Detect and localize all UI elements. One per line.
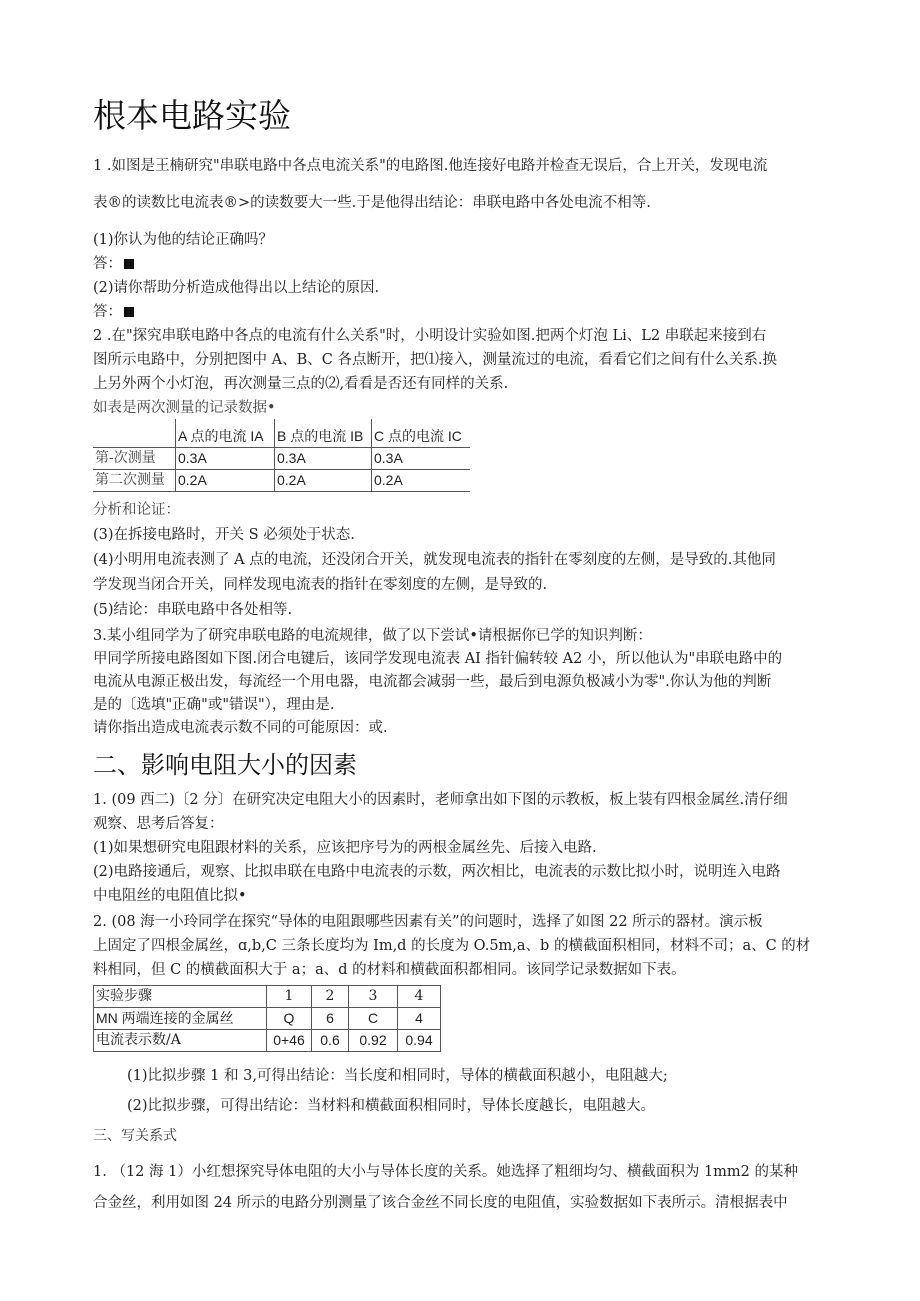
page-title: 根本电路实验 bbox=[93, 96, 291, 135]
w1-line-2: 合金丝，利用如图 24 所示的电路分别测量了该合金丝不同长度的电阻值，实验数据如下表所示。清根据表中 bbox=[93, 1195, 788, 1211]
resistance-table bbox=[93, 985, 441, 1052]
table-cell: 0.3A bbox=[275, 448, 372, 470]
w1-line-1: 1. （12 海 1）小红想探究导体电阻的大小与导体长度的关系。她选择了粗细均匀、横截面积为 1mm2 的某种 bbox=[93, 1164, 799, 1180]
table-cell: 0.2A bbox=[176, 470, 275, 492]
table-cell: Q bbox=[267, 1008, 312, 1030]
section-heading-relation: 三、写关系式 bbox=[93, 1128, 177, 1144]
table-row bbox=[94, 1008, 441, 1030]
table-cell: 6 bbox=[312, 1008, 349, 1030]
q2-sub-4-line-2: 学发现当闭合开关，同样发现电流表的指针在零刻度的左侧，是导致的. bbox=[93, 577, 548, 593]
table-header-row bbox=[93, 419, 470, 448]
table-cell: 实验步骤 bbox=[94, 986, 267, 1008]
r2-line-2: 上固定了四根金属丝，ɑ,b,C 三条长度均为 Im,d 的长度为 O.5m,a、b 的横截面积相同，材料不司；a、C 的材 bbox=[93, 938, 811, 954]
table-row bbox=[93, 448, 470, 470]
r2-sub-2: (2)比拟步骤，可得出结论：当材料和横截面积相同时，导体长度越长，电阻越大。 bbox=[127, 1098, 656, 1114]
q1-sub-1: (1)你认为他的结论正确吗？ bbox=[93, 232, 274, 248]
section-heading-resistance: 二、影响电阻大小的因素 bbox=[93, 751, 357, 779]
r1-line-4: (2)电路接通后，观察、比拟串联在电路中电流表的示数，两次相比，电流表的示数比拟小时，说明连入电路 bbox=[93, 864, 781, 880]
table-cell: 电流表示数/A bbox=[94, 1030, 267, 1052]
table-cell: 0.2A bbox=[275, 470, 372, 492]
q2-line-2: 图所示电路中，分别把图中 A、B、C 各点断开，把⑴接入，测量流过的电流，看看它们之间有什么关系.换 bbox=[93, 352, 778, 368]
q2-sub-3: (3)在拆接电路时，开关 S 必须处于状态. bbox=[93, 527, 355, 543]
table-row bbox=[93, 470, 470, 492]
r2-line-3: 料相同，但 C 的横截面积大于 a；a、d 的材料和横截面积都相同。该同学记录数据如下表。 bbox=[93, 962, 686, 978]
q3-line-1: 3.某小组同学为了研究串联电路的电流规律，做了以下尝试•请根据你已学的知识判断： bbox=[93, 628, 652, 644]
q1-line-2: 表®的读数比电流表®>的读数要大一些.于是他得出结论：串联电路中各处电流不相等. bbox=[93, 195, 651, 211]
table-cell: 0.92 bbox=[349, 1030, 398, 1052]
q3-line-3: 电流从电源正极出发，每流经一个用电器，电流都会减弱一些，最后到电源负极减小为零".你认为他的判断 bbox=[93, 674, 772, 690]
table-header-cell: B 点的电流 IB bbox=[275, 419, 372, 448]
q2-sub-5: (5)结论：串联电路中各处相等. bbox=[93, 602, 293, 618]
q2-line-3: 上另外两个小灯泡，再次测量三点的⑵,看看是否还有同样的关系. bbox=[93, 376, 509, 392]
answer-label: 答： bbox=[93, 256, 122, 272]
table-cell: 第二次测量 bbox=[93, 470, 176, 492]
q1-line-1: 1 .如图是王楠研究"串联电路中各点电流关系"的电路图.他连接好电路并检查无误后，合上开关，发现电流 bbox=[93, 158, 768, 174]
answer-blank-square bbox=[124, 259, 134, 269]
q1-answer-2 bbox=[93, 302, 134, 322]
answer-blank-square bbox=[124, 307, 134, 317]
table-cell bbox=[93, 419, 176, 448]
table-cell: 0.3A bbox=[372, 448, 471, 470]
q3-line-5: 请你指出造成电流表示数不同的可能原因：或. bbox=[93, 720, 388, 736]
table-row bbox=[94, 1030, 441, 1052]
r1-line-5: 中电阻丝的电阻值比拟• bbox=[93, 888, 247, 904]
q2-line-1: 2 .在"探究串联电路中各点的电流有什么关系"时，小明设计实验如图.把两个灯泡 Li、L2 串联起来接到右 bbox=[93, 328, 767, 344]
table-cell: 第-次测量 bbox=[93, 448, 176, 470]
table-cell: 0.2A bbox=[372, 470, 471, 492]
r1-line-1: 1. (09 西二)〔2 分〕在研究决定电阻大小的因素时，老师拿出如下图的示教板，板上装有四根金属丝.清仔细 bbox=[93, 792, 788, 808]
table-row bbox=[94, 986, 441, 1008]
r1-line-3: (1)如果想研究电阻跟材料的关系，应该把序号为的两根金属丝先、后接入电路. bbox=[93, 840, 597, 856]
table-cell: 2 bbox=[312, 986, 349, 1008]
q1-sub-2: (2)请你帮助分析造成他得出以上结论的原因. bbox=[93, 280, 380, 296]
table-header-cell: A 点的电流 IA bbox=[176, 419, 275, 448]
table-cell: 0+46 bbox=[267, 1030, 312, 1052]
q3-line-2: 甲同学所接电路图如下图.闭合电键后，该同学发现电流表 AI 指针偏转较 A2 小，所以他认为"串联电路中的 bbox=[93, 651, 783, 667]
table-cell: 0.3A bbox=[176, 448, 275, 470]
table-cell: 4 bbox=[398, 1008, 441, 1030]
current-table bbox=[93, 419, 470, 492]
table-cell: 4 bbox=[398, 986, 441, 1008]
table-cell: 0.94 bbox=[398, 1030, 441, 1052]
table-header-cell: C 点的电流 IC bbox=[372, 419, 471, 448]
analysis-heading: 分析和论证： bbox=[93, 502, 180, 518]
r1-line-2: 观察、思考后答复： bbox=[93, 816, 224, 832]
table-cell: 0.6 bbox=[312, 1030, 349, 1052]
r2-line-1: 2. (08 海一小玲同学在探究“导体的电阻跟哪些因素有关”的问题时，选择了如图 22 所示的器材。演示板 bbox=[93, 914, 763, 930]
q2-line-4: 如表是两次测量的记录数据• bbox=[93, 400, 276, 416]
answer-label: 答： bbox=[93, 304, 122, 320]
table-cell: 3 bbox=[349, 986, 398, 1008]
table-cell: MN 两端连接的金属丝 bbox=[94, 1008, 267, 1030]
table-cell: 1 bbox=[267, 986, 312, 1008]
q2-sub-4-line-1: (4)小明用电流表测了 A 点的电流，还没闭合开关，就发现电流表的指针在零刻度的左侧，是导致的.其他同 bbox=[93, 552, 776, 568]
q1-answer-1 bbox=[93, 254, 134, 274]
q3-line-4: 是的〔选填"正确"或"错误"），理由是. bbox=[93, 697, 335, 713]
r2-sub-1: (1)比拟步骤 1 和 3,可得出结论：当长度和相同时，导体的横截面积越小，电阻越大; bbox=[127, 1068, 668, 1084]
table-cell: C bbox=[349, 1008, 398, 1030]
